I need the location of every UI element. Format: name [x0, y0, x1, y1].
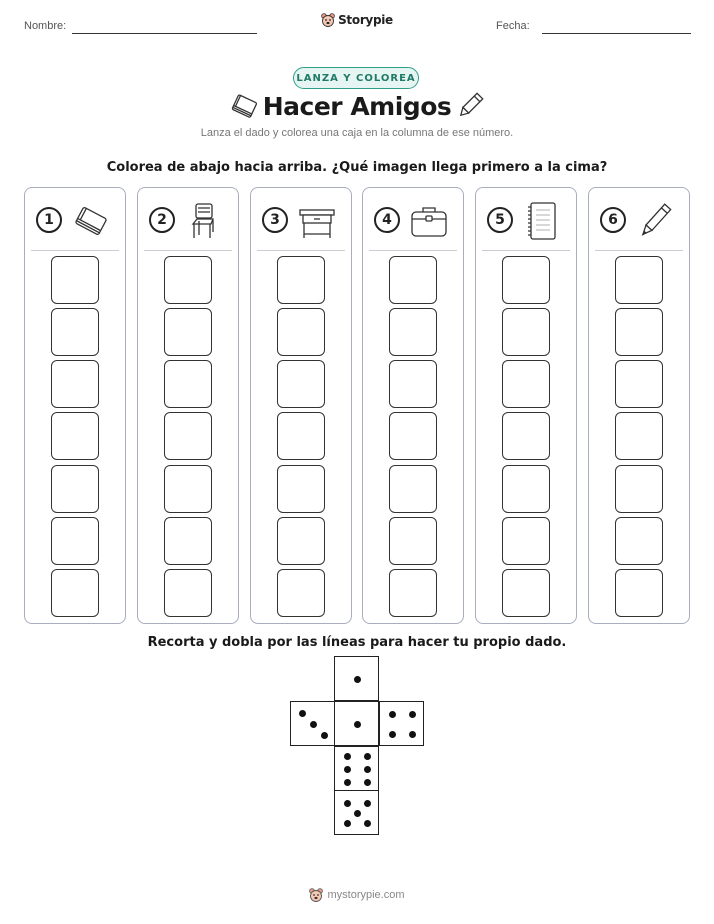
color-box[interactable] [164, 412, 212, 460]
column-number: 3 [262, 207, 288, 233]
die-pip [364, 753, 371, 760]
cut-instruction: Recorta y dobla por las líneas para hacer tu propio dado. [147, 635, 567, 650]
column-number: 5 [487, 207, 513, 233]
die-face-3 [290, 701, 335, 746]
page-title: Hacer Amigos [262, 92, 452, 121]
die-pip [344, 766, 351, 773]
die-pip [354, 676, 361, 683]
column-header [589, 188, 689, 250]
lunchbox-icon [408, 200, 450, 242]
color-box[interactable] [502, 569, 550, 617]
color-box[interactable] [277, 465, 325, 513]
color-box[interactable] [277, 360, 325, 408]
pencil-icon [634, 200, 676, 242]
column-divider [144, 250, 232, 251]
column-number: 1 [36, 207, 62, 233]
die-pip [364, 800, 371, 807]
color-box[interactable] [51, 412, 99, 460]
color-box[interactable] [389, 412, 437, 460]
column-6 [588, 187, 690, 624]
book-icon [70, 200, 112, 242]
die-pip [354, 810, 361, 817]
color-box[interactable] [51, 256, 99, 304]
column-header [251, 188, 351, 250]
color-box[interactable] [502, 465, 550, 513]
column-number: 6 [600, 207, 626, 233]
column-number: 2 [149, 207, 175, 233]
color-box[interactable] [164, 360, 212, 408]
column-5 [475, 187, 577, 624]
color-box[interactable] [51, 360, 99, 408]
color-box[interactable] [277, 517, 325, 565]
column-header [476, 188, 576, 250]
color-box[interactable] [277, 308, 325, 356]
color-box[interactable] [164, 256, 212, 304]
die-face-5 [334, 790, 379, 835]
color-box[interactable] [389, 308, 437, 356]
die-pip [344, 753, 351, 760]
color-box[interactable] [502, 517, 550, 565]
column-4 [362, 187, 464, 624]
color-box[interactable] [389, 256, 437, 304]
color-box[interactable] [615, 569, 663, 617]
column-divider [482, 250, 570, 251]
bear-logo-icon [321, 12, 335, 28]
color-box[interactable] [615, 412, 663, 460]
footer [0, 887, 714, 903]
bear-logo-icon [309, 887, 323, 903]
activity-badge: LANZA Y COLOREA [293, 67, 419, 89]
color-box[interactable] [502, 308, 550, 356]
column-divider [595, 250, 683, 251]
color-box[interactable] [277, 412, 325, 460]
column-divider [369, 250, 457, 251]
color-box[interactable] [502, 256, 550, 304]
die-face-1 [334, 656, 379, 701]
color-box[interactable] [389, 465, 437, 513]
page-subtitle: Lanza el dado y colorea una caja en la columna de ese número. [200, 127, 514, 139]
column-3 [250, 187, 352, 624]
color-box[interactable] [164, 308, 212, 356]
color-box[interactable] [615, 360, 663, 408]
die-pip [299, 710, 306, 717]
date-label: Fecha: [496, 20, 530, 32]
brand-name: Storypie [338, 13, 393, 27]
column-header [25, 188, 125, 250]
color-box[interactable] [51, 465, 99, 513]
name-line[interactable] [72, 33, 257, 34]
die-pip [344, 820, 351, 827]
column-divider [257, 250, 345, 251]
chair-icon [183, 200, 225, 242]
color-box[interactable] [615, 517, 663, 565]
column-number: 4 [374, 207, 400, 233]
color-box[interactable] [51, 308, 99, 356]
game-instruction: Colorea de abajo hacia arriba. ¿Qué imagen llega primero a la cima? [106, 160, 608, 175]
desk-icon [296, 200, 338, 242]
die-face-4 [379, 701, 424, 746]
color-box[interactable] [51, 569, 99, 617]
die-pip [364, 779, 371, 786]
color-box[interactable] [51, 517, 99, 565]
die-pip [354, 721, 361, 728]
color-box[interactable] [277, 256, 325, 304]
die-pip [389, 731, 396, 738]
color-box[interactable] [615, 465, 663, 513]
die-face-1 [334, 701, 379, 746]
color-box[interactable] [164, 517, 212, 565]
footer-url: mystorypie.com [327, 889, 405, 901]
color-box[interactable] [502, 412, 550, 460]
die-pip [364, 820, 371, 827]
pencil-icon [455, 90, 485, 122]
die-pip [364, 766, 371, 773]
date-line[interactable] [542, 33, 691, 34]
die-pip [344, 779, 351, 786]
color-box[interactable] [389, 360, 437, 408]
column-header [363, 188, 463, 250]
die-pip [344, 800, 351, 807]
column-1 [24, 187, 126, 624]
column-header [138, 188, 238, 250]
color-box[interactable] [389, 569, 437, 617]
color-box[interactable] [164, 465, 212, 513]
color-box[interactable] [615, 308, 663, 356]
name-label: Nombre: [24, 20, 67, 32]
color-box[interactable] [389, 517, 437, 565]
color-box[interactable] [277, 569, 325, 617]
die-pip [321, 732, 328, 739]
notebook-icon [521, 200, 563, 242]
color-box[interactable] [164, 569, 212, 617]
die-pip [310, 721, 317, 728]
die-pip [389, 711, 396, 718]
color-box[interactable] [502, 360, 550, 408]
die-pip [409, 731, 416, 738]
color-box[interactable] [615, 256, 663, 304]
die-pip [409, 711, 416, 718]
column-divider [31, 250, 119, 251]
brand-logo [0, 12, 714, 28]
die-face-6 [334, 746, 379, 791]
column-2 [137, 187, 239, 624]
